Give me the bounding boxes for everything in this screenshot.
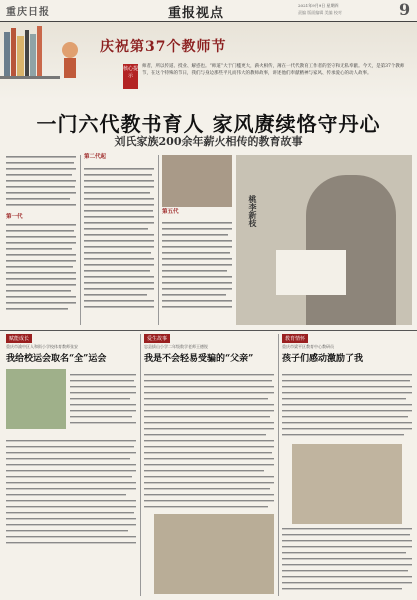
story-3-kicker: 重庆市梁平区教育中心教研员 (282, 344, 334, 349)
story-1-kicker: 重庆市渝中区人和街小学校体育教师张安 (6, 344, 78, 349)
intro-text: 师者，所以传道、授业、解惑也。“师道”大于门槛更大，薪火相传，薄在一代代教育工作者的坚守和无私奉献。今天，是第37个教师节，在这个特殊的节日，我们与身边那些平凡而伟大的教师故事，讲述他们奉献精神与家风、传承爱心的动人故事。 (142, 64, 405, 76)
photo-caption: 桃李新枝 (248, 195, 258, 227)
newspaper-logo: 重庆日报 (6, 7, 50, 18)
story-3-title: 孩子们感动激励了我 (282, 354, 364, 364)
article-subhead: 刘氏家族200余年薪火相传的教育故事 (114, 135, 303, 148)
issue-date: 2021年9月9日 星期四 (298, 3, 339, 8)
festival-title: 庆祝第37个教师节 (100, 39, 227, 55)
bottom-text-lines (0, 370, 417, 598)
section-2-title: 第二代起 (84, 154, 107, 160)
story-2-title: 我是不会轻易受骗的“父亲” (144, 354, 254, 364)
books-illustration-icon (0, 22, 90, 92)
column-rule (278, 334, 279, 596)
section-5-title: 第五代 (162, 209, 179, 215)
masthead (0, 0, 417, 22)
story-2-tag: 爱生故事 (144, 334, 170, 343)
editors-line: 责编 版面编辑 美编 校对 (298, 10, 342, 15)
story-1-title: 我给校运会取名“全”运会 (6, 354, 107, 364)
section-1-title: 第一代 (6, 214, 23, 220)
family-photo-small (162, 155, 232, 207)
bottom-rule (0, 330, 417, 331)
intro-label: 核心提示 (123, 64, 138, 89)
section-title: 重报视点 (168, 6, 225, 21)
story-2-kicker: 忠县拔山小学二年级数学老师王德锐 (144, 344, 208, 349)
story-3-tag: 教育情怀 (282, 334, 308, 343)
teacher-portrait-photo (236, 155, 412, 325)
book-shape (276, 250, 346, 295)
article-headline: 一门六代教书育人 家风赓续恪守丹心 (36, 112, 381, 136)
column-rule (140, 334, 141, 596)
story-1-tag: 赋能成长 (6, 334, 32, 343)
page-number: 9 (399, 0, 411, 19)
